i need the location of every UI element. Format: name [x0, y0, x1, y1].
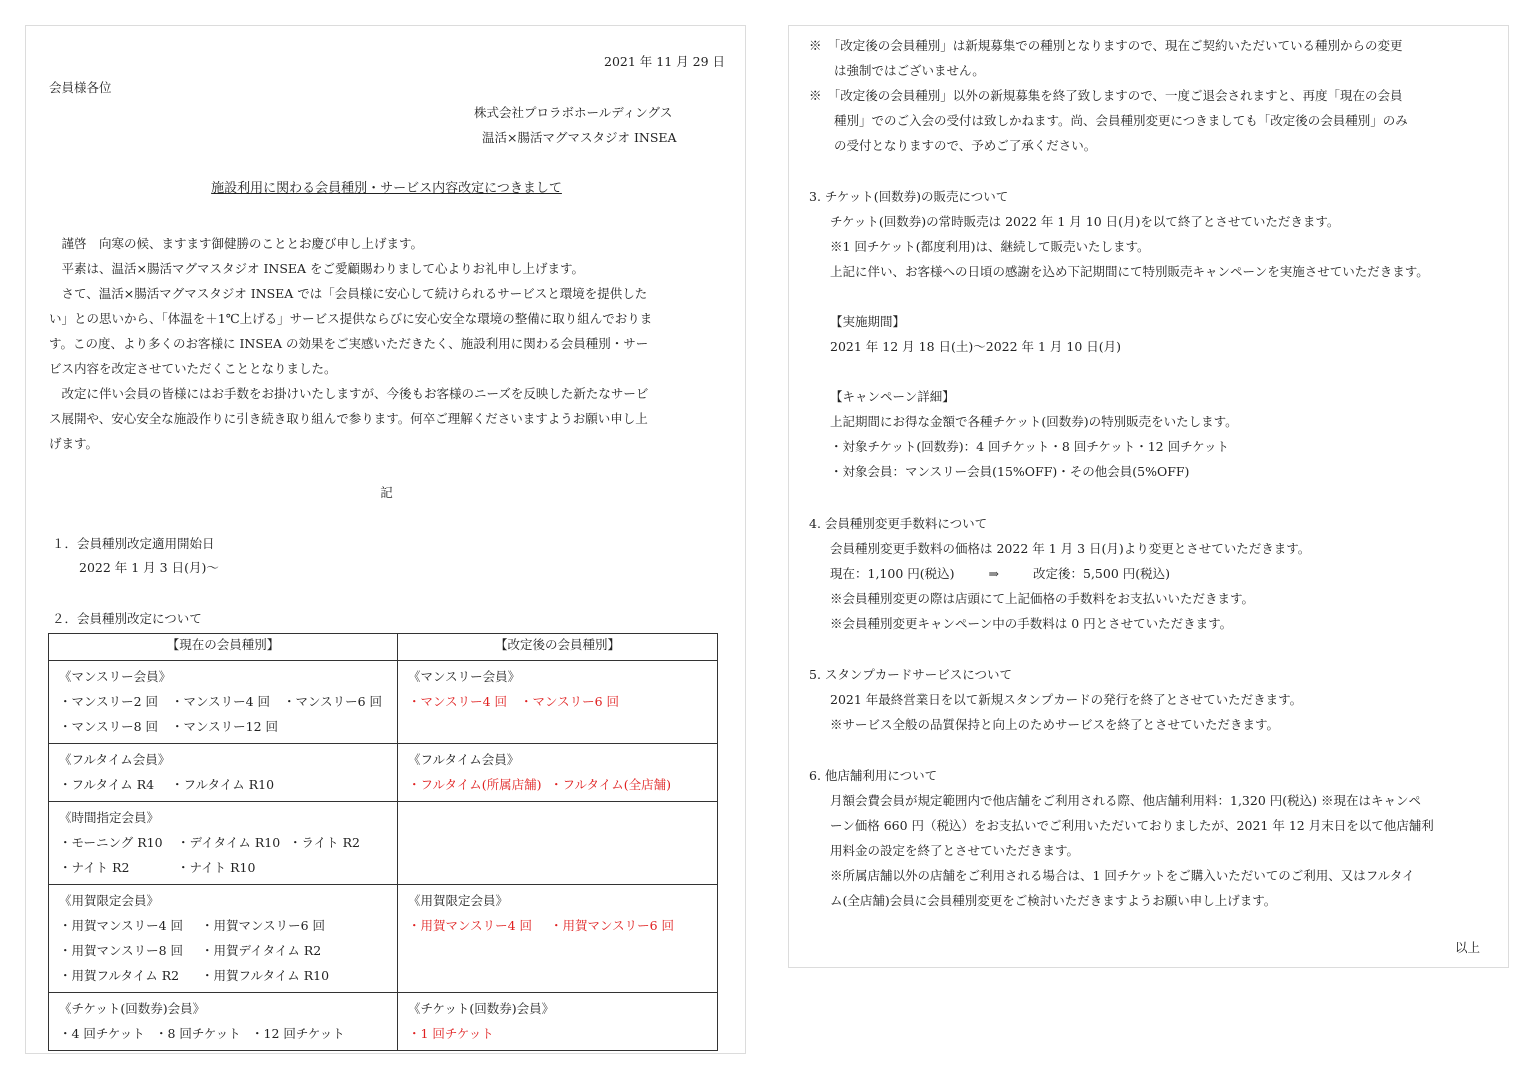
list-item: ・12 回チケット [251, 1026, 345, 1041]
list-item: ・ライト R2 [289, 835, 360, 850]
body-line: す。この度、より多くのお客様に INSEA の効果をご実感いただきたく、施設利用に関わる会員種別・サー [49, 336, 649, 351]
item-line [408, 772, 717, 797]
new-cell [398, 885, 718, 993]
section2-heading: ２．会員種別改定について [52, 611, 202, 626]
ki-marker: 記 [380, 485, 393, 500]
list-item: ・1 回チケット [408, 1026, 494, 1041]
current-cell [49, 661, 398, 744]
document-title: 施設利用に関わる会員種別・サービス内容改定につきまして [211, 181, 562, 196]
section4-line: 会員種別変更手数料の価格は 2022 年 1 月 3 日(月)より変更とさせていただきます。 [830, 541, 1311, 556]
section4-heading: 4. 会員種別変更手数料について [809, 516, 988, 531]
item-line [59, 963, 397, 988]
item-line [59, 1021, 397, 1046]
section-4 [809, 511, 1310, 636]
item-line [59, 689, 397, 714]
body-line: い」との思いから、「体温を＋1℃上げる」サービス提供ならびに安心安全な環境の整備に取り組んでおりま [49, 311, 653, 326]
current-cell [49, 885, 398, 993]
category-title: 《時間指定会員》 [59, 810, 160, 825]
list-item: ・マンスリー4 回 [171, 694, 271, 709]
list-item: ・用賀フルタイム R10 [201, 968, 330, 983]
item-line [59, 772, 397, 797]
section3-line: ※1 回チケット(都度利用)は、継続して販売いたします。 [830, 239, 1150, 254]
campaign-detail-line: ・対象会員：マンスリー会員(15%OFF)・その他会員(5%OFF) [830, 464, 1190, 479]
section6-line: ーン価格 660 円（税込）をお支払いでご利用いただいておりましたが、2021 年 12 月末日を以て他店舗利 [830, 818, 1434, 833]
list-item: ・フルタイム R10 [171, 777, 275, 792]
note-line: ※ 「改定後の会員種別」は新規募集での種別となりますので、現在ご契約いただいている種別からの変更 [809, 38, 1403, 53]
current-cell [49, 744, 398, 802]
body-line: さて、温活×腸活マグマスタジオ INSEA では「会員様に安心して続けられるサービスと環境を提供した [49, 286, 648, 301]
table-row [49, 802, 718, 885]
body-line: ス展開や、安心安全な施設作りに引き続き取り組んで参ります。何卒ご理解くださいますようお願い申し上 [49, 411, 648, 426]
category-title: 《チケット(回数券)会員》 [59, 1001, 206, 1016]
body-line: 謹啓 向寒の候、ますます御健勝のこととお慶び申し上げます。 [49, 236, 424, 251]
item-line [408, 689, 717, 714]
addressee: 会員様各位 [49, 80, 112, 95]
header-current: 【現在の会員種別】 [49, 634, 398, 661]
section3-line: チケット(回数券)の常時販売は 2022 年 1 月 10 日(月)を以て終了とさせていただきます。 [830, 214, 1340, 229]
section3-line: 上記に伴い、お客様への日頃の感謝を込め下記期間にて特別販売キャンペーンを実施させていただきます。 [830, 264, 1429, 279]
studio-name: 温活×腸活マグマスタジオ INSEA [482, 130, 677, 145]
current-cell [49, 802, 398, 885]
section-5 [809, 662, 1302, 737]
fee-revised: 改定後：5,500 円(税込) [1033, 566, 1171, 581]
new-cell-empty [398, 802, 718, 885]
list-item: ・用賀マンスリー6 回 [550, 918, 675, 933]
note-line: ※ 「改定後の会員種別」以外の新規募集を終了致しますので、一度ご退会されますと、再度「現在の会員 [809, 88, 1403, 103]
table-header-row [49, 634, 718, 661]
list-item: ・用賀マンスリー4 回 [408, 918, 533, 933]
document-date: 2021 年 11 月 29 日 [604, 54, 725, 69]
section6-line: ム(全店舗)会員に会員種別変更をご検討いただきますようお願い申し上げます。 [830, 893, 1277, 908]
list-item: ・マンスリー6 回 [520, 694, 620, 709]
category-title: 《チケット(回数券)会員》 [408, 1001, 555, 1016]
section6-line: 月額会費会員が規定範囲内で他店舗をご利用される際、他店舗利用料：1,320 円(税込) ※現在はキャンペ [830, 793, 1421, 808]
document-page-2 [788, 25, 1509, 968]
category-title: 《マンスリー会員》 [408, 669, 521, 684]
notes-block [809, 33, 1408, 158]
period-value: 2021 年 12 月 18 日(土)～2022 年 1 月 10 日(月) [830, 339, 1122, 354]
fee-current: 現在：1,100 円(税込) [830, 566, 955, 581]
current-cell [49, 993, 398, 1051]
fee-change-line [830, 561, 1310, 586]
section3-heading: 3. チケット(回数券)の販売について [809, 189, 1009, 204]
list-item: ・ナイト R10 [177, 860, 256, 875]
list-item: ・デイタイム R10 [177, 835, 281, 850]
section4-note: ※会員種別変更キャンペーン中の手数料は 0 円とさせていただきます。 [830, 616, 1233, 631]
note-line: は強制ではございません。 [809, 63, 985, 78]
period-label: 【実施期間】 [830, 314, 906, 329]
list-item: ・フルタイム R4 [59, 777, 155, 792]
section1-value: 2022 年 1 月 3 日(月)～ [79, 560, 219, 575]
item-line [59, 938, 397, 963]
item-line [59, 855, 397, 880]
section6-line: 用料金の設定を終了とさせていただきます。 [830, 843, 1080, 858]
body-line: げます。 [49, 436, 99, 451]
table-row [49, 661, 718, 744]
section5-line: ※サービス全般の品質保持と向上のためサービスを終了とさせていただきます。 [830, 717, 1280, 732]
item-line [408, 1021, 717, 1046]
list-item: ・用賀フルタイム R2 [59, 968, 180, 983]
list-item: ・用賀マンスリー4 回 [59, 918, 184, 933]
list-item: ・用賀マンスリー6 回 [201, 918, 326, 933]
section6-heading: 6. 他店舗利用について [809, 768, 938, 783]
item-line [59, 714, 397, 739]
table-row [49, 993, 718, 1051]
letter-body [49, 231, 652, 456]
section5-heading: 5. スタンプカードサービスについて [809, 667, 1013, 682]
list-item: ・マンスリー8 回 [59, 719, 159, 734]
list-item: ・マンスリー12 回 [171, 719, 279, 734]
note-line: 種別」でのご入会の受付は致しかねます。尚、会員種別変更につきましても「改定後の会員種別」のみ [809, 113, 1408, 128]
arrow-icon: ⇒ [988, 566, 999, 581]
list-item: ・用賀マンスリー8 回 [59, 943, 184, 958]
list-item: ・フルタイム(全店舗) [550, 777, 672, 792]
category-title: 《フルタイム会員》 [59, 752, 171, 767]
company-name: 株式会社プロラボホールディングス [474, 105, 673, 120]
list-item: ・用賀デイタイム R2 [201, 943, 322, 958]
body-line: ビス内容を改定させていただくこととなりました。 [49, 361, 337, 376]
category-title: 《マンスリー会員》 [59, 669, 172, 684]
section-6 [809, 763, 1434, 913]
section4-note: ※会員種別変更の際は店頭にて上記価格の手数料をお支払いいただきます。 [830, 591, 1255, 606]
body-line: 改定に伴い会員の皆様にはお手数をお掛けいたしますが、今後もお客様のニーズを反映した新たなサービ [49, 386, 649, 401]
new-cell [398, 744, 718, 802]
body-line: 平素は、温活×腸活マグマスタジオ INSEA をご愛顧賜わりまして心よりお礼申し上げます。 [49, 261, 585, 276]
new-cell [398, 661, 718, 744]
header-new: 【改定後の会員種別】 [398, 634, 718, 661]
list-item: ・8 回チケット [155, 1026, 241, 1041]
list-item: ・4 回チケット [59, 1026, 145, 1041]
item-line [59, 913, 397, 938]
document-page-1 [25, 25, 746, 1054]
campaign-detail-label: 【キャンペーン詳細】 [830, 389, 955, 404]
list-item: ・マンスリー2 回 [59, 694, 159, 709]
campaign-detail-line: 上記期間にお得な金額で各種チケット(回数券)の特別販売をいたします。 [830, 414, 1238, 429]
category-title: 《用賀限定会員》 [59, 893, 160, 908]
list-item: ・マンスリー6 回 [283, 694, 383, 709]
membership-table [48, 633, 718, 1051]
list-item: ・フルタイム(所属店舗) [408, 777, 542, 792]
list-item: ・マンスリー4 回 [408, 694, 508, 709]
campaign-detail-line: ・対象チケット(回数券)：4 回チケット・8 回チケット・12 回チケット [830, 439, 1229, 454]
section-3 [809, 184, 1429, 484]
category-title: 《フルタイム会員》 [408, 752, 520, 767]
section1-heading: １．会員種別改定適用開始日 [52, 536, 215, 551]
note-line: の受付となりますので、予めご了承ください。 [809, 138, 1097, 153]
item-line [408, 913, 717, 938]
category-title: 《用賀限定会員》 [408, 893, 509, 908]
item-line [59, 830, 397, 855]
section6-line: ※所属店舗以外の店舗をご利用される場合は、1 回チケットをご購入いただいてのご利用、又はフルタイ [830, 868, 1415, 883]
section5-line: 2021 年最終営業日を以て新規スタンプカードの発行を終了とさせていただきます。 [830, 692, 1303, 707]
closing-mark: 以上 [1454, 940, 1480, 955]
list-item: ・モーニング R10 [59, 835, 163, 850]
list-item: ・ナイト R2 [59, 860, 130, 875]
table-row [49, 885, 718, 993]
table-row [49, 744, 718, 802]
new-cell [398, 993, 718, 1051]
